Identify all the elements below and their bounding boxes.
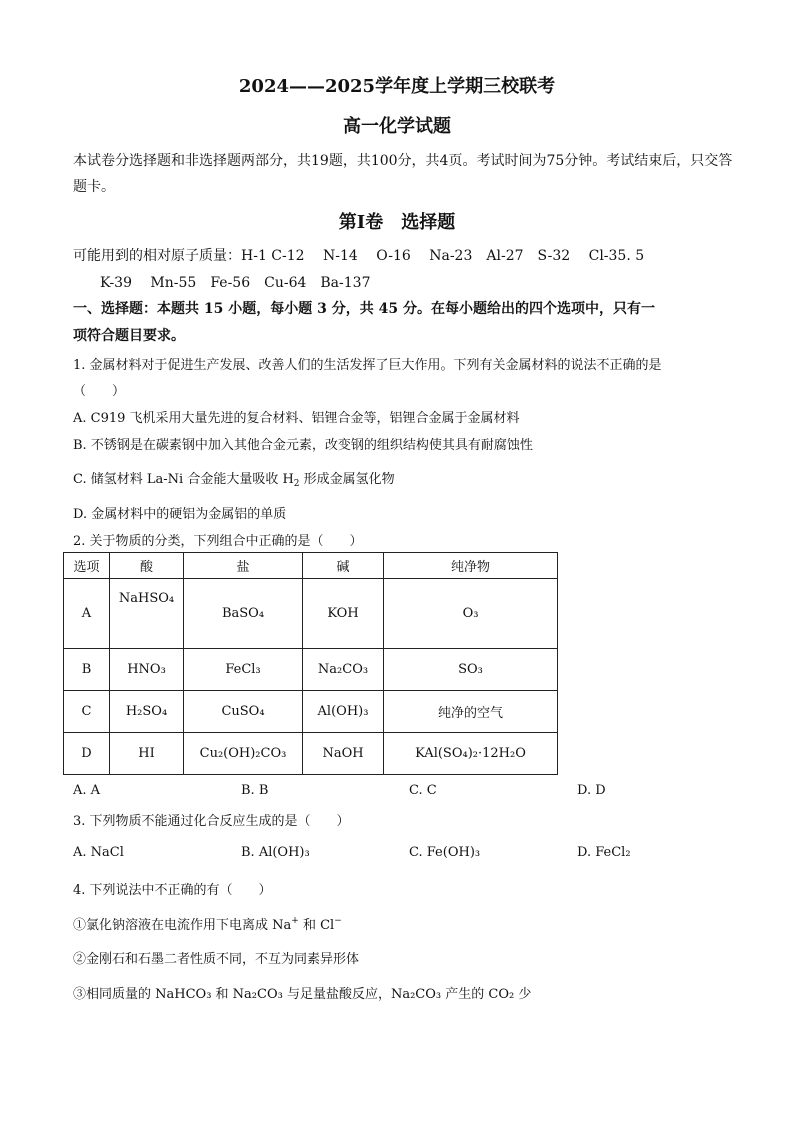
table-cell: CuSO₄ (184, 691, 303, 733)
table-cell: HNO₃ (110, 649, 184, 691)
table-cell: KAl(SO₄)₂·12H₂O (384, 733, 558, 775)
q4-statement-1: ①氯化钠溶液在电流作用下电离成 Na+ 和 Cl− (73, 916, 342, 933)
q1-option-b: B. 不锈钢是在碳素钢中加入其他合金元素，改变钢的组织结构使其具有耐腐蚀性 (73, 438, 533, 453)
table-cell: H₂SO₄ (110, 691, 184, 733)
table-header-cell: 酸 (110, 553, 184, 579)
q4-statement-2: ②金刚石和石墨二者性质不同，不互为同素异形体 (73, 952, 360, 967)
q2-stem: 2. 关于物质的分类，下列组合中正确的是（ ） (73, 534, 363, 549)
table-header-cell: 碱 (303, 553, 384, 579)
q3-stem: 3. 下列物质不能通过化合反应生成的是（ ） (73, 814, 350, 829)
q4-stem: 4. 下列说法中不正确的有（ ） (73, 883, 272, 898)
table-cell: Na₂CO₃ (303, 649, 384, 691)
table-header-cell: 纯净物 (384, 553, 558, 579)
table-cell: A (64, 579, 110, 649)
q2-option-d: D. D (577, 783, 606, 798)
table-cell: O₃ (384, 579, 558, 649)
q1-option-a: A. C919 飞机采用大量先进的复合材料、铝锂合金等，铝锂合金属于金属材料 (73, 411, 520, 426)
atomic-masses-line2: K-39 Mn-55 Fe-56 Cu-64 Ba-137 (100, 275, 371, 291)
q2-option-c: C. C (409, 783, 437, 798)
table-header-cell: 选项 (64, 553, 110, 579)
table-cell: BaSO₄ (184, 579, 303, 649)
q1-option-d: D. 金属材料中的硬铝为金属铝的单质 (73, 507, 287, 522)
section-title: 第Ⅰ卷 选择题 (338, 212, 456, 233)
table-cell: KOH (303, 579, 384, 649)
q2-option-a: A. A (73, 783, 101, 798)
table-header-row (64, 553, 558, 579)
exam-title: 2024——2025学年度上学期三校联考 (238, 76, 556, 97)
table-cell: Al(OH)₃ (303, 691, 384, 733)
q4-statement-3: ③相同质量的 NaHCO₃ 和 Na₂CO₃ 与足量盐酸反应，Na₂CO₃ 产生的 CO₂ 少 (73, 987, 532, 1002)
q3-option-a: A. NaCl (73, 845, 124, 860)
part-heading-line1: 一、选择题：本题共 15 小题，每小题 3 分，共 45 分。在每小题给出的四个选项中，只有一 (73, 301, 655, 317)
table-cell: FeCl₃ (184, 649, 303, 691)
table-cell: C (64, 691, 110, 733)
q1-option-c: C. 储氢材料 La-Ni 合金能大量吸收 $H_2$ 形成金属氢化物 (73, 472, 395, 489)
table-row (64, 579, 558, 649)
atomic-masses-line1: 可能用到的相对原子质量：H-1 C-12 N-14 O-16 Na-23 Al-27 S-32 Cl-35. 5 (73, 248, 645, 264)
table-cell: NaOH (303, 733, 384, 775)
table-cell: D (64, 733, 110, 775)
table-row (64, 649, 558, 691)
exam-subtitle: 高一化学试题 (343, 116, 451, 137)
q3-option-c: C. Fe(OH)₃ (409, 845, 481, 860)
table-row (64, 691, 558, 733)
classification-table (63, 552, 558, 775)
table-header-cell: 盐 (184, 553, 303, 579)
q2-option-b: B. B (241, 783, 269, 798)
part-heading-line2: 项符合题目要求。 (73, 328, 185, 344)
q1-stem: 1. 金属材料对于促进生产发展、改善人们的生活发挥了巨大作用。下列有关金属材料的说法不正确的是 (73, 358, 662, 373)
q3-option-d: D. FeCl₂ (577, 845, 631, 860)
table-cell: SO₃ (384, 649, 558, 691)
q1-answer-paren: （ ） (73, 384, 126, 399)
table-cell: 纯净的空气 (384, 691, 558, 733)
table-cell: Cu₂(OH)₂CO₃ (184, 733, 303, 775)
table-row (64, 733, 558, 775)
exam-intro: 本试卷分选择题和非选择题两部分，共19题，共100分，共4页。考试时间为75分钟。考试结束后，只交答题卡。 (73, 153, 733, 195)
table-cell: NaHSO₄ (110, 579, 184, 649)
table-cell: HI (110, 733, 184, 775)
table-cell: B (64, 649, 110, 691)
q3-option-b: B. Al(OH)₃ (241, 845, 310, 860)
